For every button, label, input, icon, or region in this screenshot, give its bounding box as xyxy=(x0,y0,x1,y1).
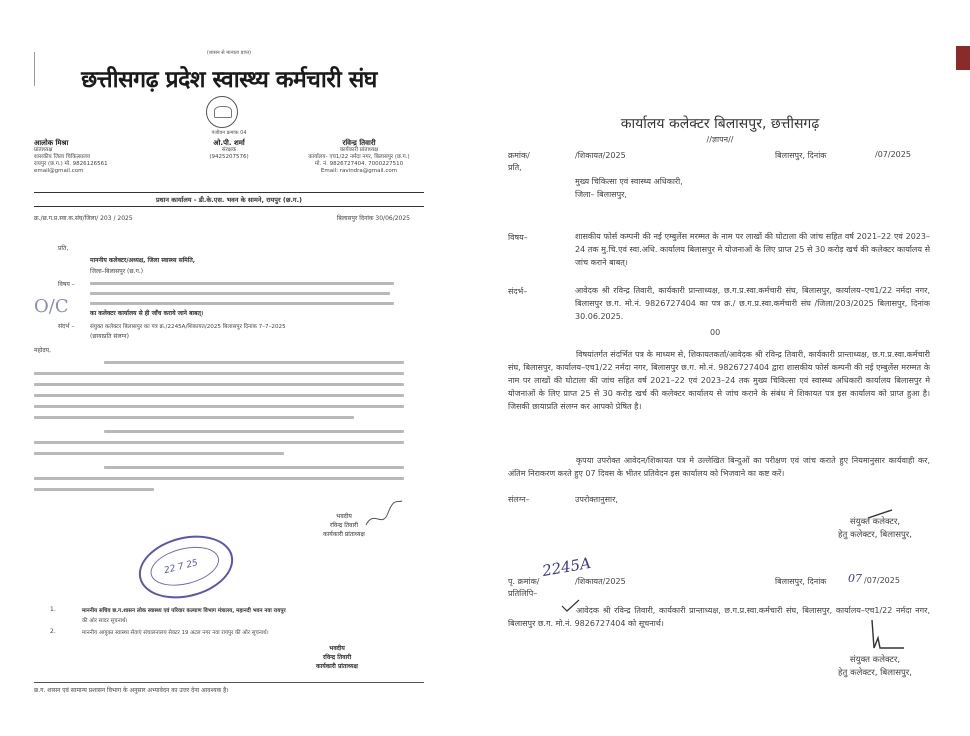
collector-memo xyxy=(500,110,940,700)
signature-block-1 xyxy=(810,516,940,542)
divider xyxy=(34,192,424,193)
official-name: ओ.पी. शर्मा xyxy=(213,139,245,147)
illegible-text-line xyxy=(34,372,404,375)
received-stamp xyxy=(132,526,240,607)
addressee-line: माननीय कलेक्टर/अध्यक्ष, जिला स्वास्थ्य समिति, xyxy=(90,257,196,264)
date-value: /07/2025 xyxy=(875,150,911,159)
illegible-text-line xyxy=(34,394,404,397)
sign-line: हेतु कलेक्टर, बिलासपुर, xyxy=(838,530,912,540)
handwritten-date: 07 xyxy=(848,572,862,585)
official-line: रायपुर (छ.ग.) मो. 9826126561 xyxy=(34,161,108,167)
copy-item-text: माननीय सचिव छ.ग.शासन लोक स्वास्थ्य एवं परिवार कल्याण विभाग मंत्रालय, महानदी भवन नवा रायपुर xyxy=(82,608,286,614)
pu-kramank-label: पृ. क्रमांक/ xyxy=(508,577,540,586)
vishay-label: विषय – xyxy=(58,281,75,288)
sanlagn-label: संलग्न– xyxy=(508,495,530,504)
copy-item-number: 1. xyxy=(50,606,56,613)
pratilipi-label: प्रतिलिपि– xyxy=(508,589,538,598)
memo-label: //ज्ञापन// xyxy=(706,135,734,144)
copy-item-number: 2. xyxy=(50,628,56,635)
illegible-text-line xyxy=(34,452,284,455)
illegible-text-line xyxy=(34,383,404,386)
official-block-3 xyxy=(294,140,424,175)
official-post: संरक्षक xyxy=(221,147,237,153)
union-emblem-icon xyxy=(206,96,238,128)
oc-handwritten-mark: O/C xyxy=(34,296,69,317)
signature-scrawl xyxy=(866,618,906,654)
salutation: महोदय, xyxy=(34,347,51,354)
stamp-date: 22 7 25 xyxy=(163,558,199,577)
official-block-1 xyxy=(34,140,144,175)
pu-kramank-value: /शिकायत/2025 xyxy=(575,577,626,586)
addressee-line: जिला–बिलासपुर (छ.ग.) xyxy=(90,268,144,275)
copy-item-text: माननीय आयुक्त स्वास्थ्य सेवाएं संचालनालय सेक्टर 19 अटल नगर नवा रायपुर की ओर सूचनार्थ। xyxy=(82,630,269,636)
official-block-2 xyxy=(164,140,294,161)
letterhead-tagline: (शासन से मान्यता प्राप्त) xyxy=(206,50,252,56)
sandarbh-sub: (छायाप्रति संलग्न) xyxy=(90,333,129,340)
sign-line: रविन्द्र तिवारी xyxy=(329,522,359,529)
official-line: कार्यालय- एच1/22 नर्मदा नगर, बिलासपुर (छ.ग.) xyxy=(308,154,410,160)
official-name: आलोक मिश्रा xyxy=(34,139,69,147)
prati-label: प्रति, xyxy=(58,245,69,252)
sandarbh-label: संदर्भ – xyxy=(58,323,75,330)
signature-block-2 xyxy=(292,644,382,671)
sanlagn-value: उपरोक्तानुसार, xyxy=(575,495,618,504)
place-date-label: बिलासपुर, दिनांक xyxy=(775,151,827,160)
illegible-text-line xyxy=(104,361,404,364)
addressee-line: मुख्य चिकित्सा एवं स्वास्थ्य अधिकारी, xyxy=(575,177,683,186)
kramank-label: क्रमांक/ xyxy=(508,151,530,160)
footer-note: छ.ग. शासन एवं सामान्य प्रशासन विभाग के अनुसार अभ्यावेदन का उत्तर देना आवश्यक है। xyxy=(34,687,229,694)
reference-number: क्र./छ.ग.प्र.स्वा.क.संघ/जिला/ 203 / 2025 xyxy=(34,215,133,222)
vishay-label: विषय– xyxy=(508,233,528,242)
official-line: मो. नं. 9826727404, 7000227510 xyxy=(314,161,404,167)
official-post: प्रांताध्यक्ष xyxy=(34,147,53,153)
body-paragraph-1: विषयांतर्गत संदर्भित पत्र के माध्यम से, शिकायतकर्ता/आवेदक श्री रविन्द्र तिवारी, कार्यकारी प्रान्ताध्यक्ष, छ.ग.प्र.स्वा.कर्मचारी संघ, बिलासपुर, कार्यालय–एच1/22 नर्मदा नगर, बिलासपुर छ.ग. मो.नं. 9826727404 द्वारा शासकीय फोर्स कम्पनी की नई एम्बुलेंस मरम्मत के नाम पर लाखों की घोटाला की जांच सहित वर्ष 2021–22 एवं 2023–24 तक मुख्य चिकित्सा एवं स्वास्थ्य अधिकारी कार्यालय बिलासपुर मे योजनाओं के लिए प्राप्त 25 से 30 करोड़ खर्च की कलेक्टर कार्यालय से जांच कराने के संबंध मे शिकायत पत्र इस कार्यालय को प्राप्त हुआ है। जिसकी छायाप्रति संलग्न कर आपको प्रेषित है। xyxy=(508,350,930,411)
vishay-tail: का कलेक्टर कार्यालय से ही जाँच कराये जाने बाबत्। xyxy=(90,310,204,317)
illegible-text-line xyxy=(104,430,404,433)
official-line: email@gmail.com xyxy=(34,168,84,174)
sign-line: हेतु कलेक्टर, बिलासपुर, xyxy=(838,668,912,678)
clipped-edge-element xyxy=(956,46,970,70)
illegible-text-line xyxy=(90,282,394,285)
official-line: शासकीय जिला चिकित्सालय xyxy=(34,154,91,160)
divider xyxy=(34,206,424,207)
official-line: Email: ravindra@gmail.com xyxy=(320,168,398,174)
illegible-text-line xyxy=(34,477,404,480)
illegible-text-line xyxy=(90,292,390,295)
official-post: कार्यकारी प्रांताध्यक्ष xyxy=(339,147,379,153)
pu-date-value: /07/2025 xyxy=(864,576,900,585)
handwritten-number: 2245A xyxy=(540,553,593,581)
kramank-value: /शिकायत/2025 xyxy=(575,151,626,160)
sandarbh-label: संदर्भ– xyxy=(508,287,528,296)
divider xyxy=(34,682,424,683)
vishay-text: शासकीय फोर्स कम्पनी की नई एम्बुलेंस मरम्मत के नाम पर लाखों की घोटाला की जांच सहित वर्ष 2021–22 एवं 2023–24 तक मु.चि.एवं स्वा.अधि. कार्यालय बिलासपुर मे योजनाओं के लिए प्राप्त 25 से 30 करोड़ खर्च की कलेक्टर कार्यालय से जांच कराने बाबत्। xyxy=(575,232,930,267)
sign-line: कार्यकारी प्रांताध्यक्ष xyxy=(323,531,365,538)
official-line: (9425207576) xyxy=(209,154,249,160)
illegible-text-line xyxy=(34,441,404,444)
signature-block-2 xyxy=(810,654,940,680)
copy-item-text: की ओर सादर सूचनार्थ। xyxy=(82,618,128,624)
prati-label: प्रति, xyxy=(508,163,522,172)
sign-line: भवदीय xyxy=(329,645,345,652)
letterhead-title: छत्तीसगढ़ प्रदेश स्वास्थ्य कर्मचारी संघ xyxy=(81,67,377,93)
place-date: बिलासपुर दिनांक 30/06/2025 xyxy=(336,215,410,222)
official-name: रविन्द्र तिवारी xyxy=(342,139,376,147)
separator: 00 xyxy=(710,328,721,337)
body-paragraph-2: कृपया उपरोक्त आवेदन/शिकायत पत्र मे उल्लेखित बिन्दुओं का परीक्षण एवं जांच कराते हुए नियमानुसार कार्यवाही कर, अंतिम निराकरण करते हुए 07 दिवस के भीतर प्रतिवेदन इस कार्यालय को भिजवाने का कष्ट करें। xyxy=(508,456,930,478)
illegible-text-line xyxy=(104,466,404,469)
sign-line: संयुक्त कलेक्टर, xyxy=(849,655,901,665)
union-letter xyxy=(34,44,424,704)
sign-line: रविन्द्र तिवारी xyxy=(322,654,352,661)
illegible-text-line xyxy=(34,488,154,491)
addressee-line: जिला– बिलासपुर, xyxy=(575,190,627,199)
office-title: कार्यालय कलेक्टर बिलासपुर, छत्तीसगढ़ xyxy=(620,116,820,132)
pu-place-label: बिलासपुर, दिनांक xyxy=(775,577,827,586)
sign-line: संयुक्त कलेक्टर, xyxy=(849,517,901,527)
illegible-text-line xyxy=(34,405,404,408)
copy-text: आवेदक श्री रविन्द्र तिवारी, कार्यकारी प्रान्ताध्यक्ष, छ.ग.प्र.स्वा.कर्मचारी संघ, बिलासपुर, कार्यालय–एच1/22 नर्मदा नगर, बिलासपुर छ.ग. मो.नं. 9826727404 को सूचनार्थ। xyxy=(508,606,930,628)
signature-scrawl xyxy=(364,499,404,529)
sandarbh-text: आवेदक श्री रविन्द्र तिवारी, कार्यकारी प्रान्ताध्यक्ष, छ.ग.प्र.स्वा.कर्मचारी संघ, बिलासपुर, कार्यालय–एच1/22 नर्मदा नगर, बिलासपुर छ.ग. मो.नं. 9826727404 का पत्र क्र./ छ.ग.प्र.स्वा.कर्मचारी संघ /जिला/203/2025 बिलासपुर, दिनांक 30.06.2025. xyxy=(575,286,930,321)
head-office-line: प्रधान कार्यालय - डी.के.एस. भवन के सामने, रायपुर (छ.ग.) xyxy=(155,196,303,204)
illegible-text-line xyxy=(34,416,354,419)
sign-line: भवदीय xyxy=(336,513,352,520)
sandarbh-text: संयुक्त कलेक्टर बिलासपुर का पत्र क्र./2245A/शिकायत/2025 बिलासपुर दिनांक 7–7–2025 xyxy=(90,324,286,330)
registration-number: पंजीयन क्रमांक 04 xyxy=(211,130,247,136)
illegible-text-line xyxy=(90,302,394,305)
sign-line: कार्यकारी प्रांताध्यक्ष xyxy=(316,663,358,670)
